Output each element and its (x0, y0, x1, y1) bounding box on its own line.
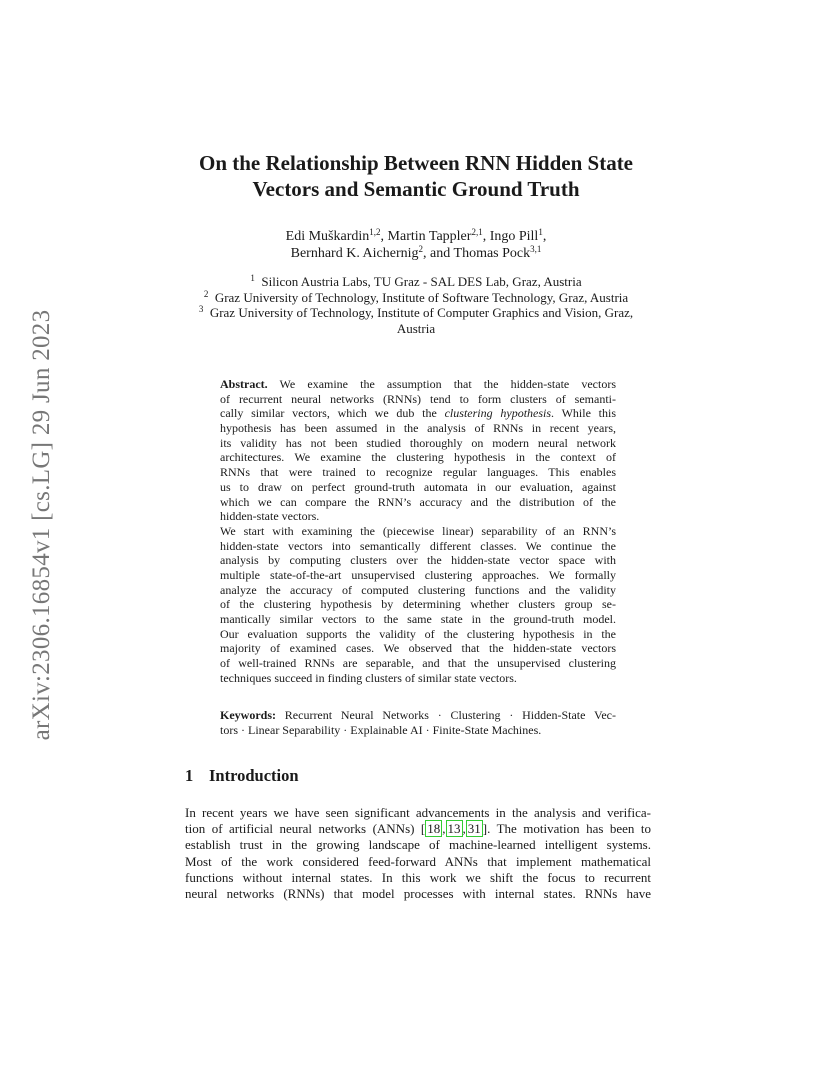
arxiv-identifier: arXiv:2306.16854v1 [cs.LG] 29 Jun 2023 (28, 309, 55, 741)
abstract-line (220, 406, 616, 421)
author-name: Thomas Pock (453, 246, 531, 261)
section-number: 1 (185, 766, 194, 785)
keywords (220, 708, 616, 738)
abstract-line: majority of examined cases. We observed that the hidden-state vectors (220, 641, 616, 656)
affiliation-text: Austria (396, 320, 436, 336)
author-line (150, 228, 682, 245)
author-name: Ingo Pill (489, 229, 539, 244)
abstract-line: of recurrent neural networks (RNNs) tend to form clusters of semanti- (220, 391, 616, 406)
author-affiliation-mark: 3,1 (530, 244, 542, 254)
affiliation-mark: 1 (250, 273, 255, 283)
citation-link[interactable]: 31 (467, 821, 481, 837)
citation-link[interactable]: 13 (447, 821, 461, 837)
author-separator: , and (423, 246, 454, 261)
author-affiliation-mark: 2 (418, 244, 424, 254)
author-affiliation-mark: 2,1 (471, 227, 483, 237)
body-line: neural networks (RNNs) that model processes with internal states. RNNs have (185, 885, 651, 901)
keywords-text: Recurrent Neural Networks · Clustering · Hidden-State Vec- (276, 708, 616, 722)
abstract-line: of well-trained RNNs are separable, and that the unsupervised clustering (220, 656, 616, 671)
author-list (150, 228, 682, 262)
author-name: Martin Tappler (387, 229, 472, 244)
abstract-text: cally similar vectors, which we dub the (220, 406, 445, 421)
affiliation (170, 321, 662, 337)
abstract-text: We examine the assumption that the hidden-state vectors (267, 377, 616, 391)
affiliation (170, 305, 662, 321)
author-separator: , (380, 229, 388, 244)
author-affiliation-mark: 1 (538, 227, 543, 237)
abstract-line: Our evaluation supports the validity of the clustering hypothesis in the (220, 626, 616, 641)
author-line (150, 245, 682, 262)
abstract-line: hidden-state vectors. (220, 509, 320, 524)
abstract-line: techniques succeed in finding clusters of similar state vectors. (220, 670, 517, 685)
author-separator: , (482, 229, 490, 244)
abstract-line: We start with examining the (piecewise linear) separability of an RNN’s (220, 523, 616, 538)
abstract-line: mantically similar vectors to the same state in the ground-truth model. (220, 612, 616, 626)
title-line: On the Relationship Between RNN Hidden State (198, 151, 634, 175)
abstract-line: of the clustering hypothesis by determining whether clusters group se- (220, 597, 616, 612)
section-title: Introduction (209, 766, 299, 785)
abstract-line: which we can compare the RNN’s accuracy and the distribution of the (220, 494, 616, 509)
abstract-text: . While this (551, 406, 616, 421)
abstract-line (220, 377, 616, 392)
section-heading (185, 766, 299, 786)
author-separator: , (542, 229, 547, 244)
abstract-label: Abstract. (220, 377, 268, 391)
affiliation-text: Graz University of Technology, Institute of Computer Graphics and Vision, Graz, (209, 305, 634, 320)
author-name: Bernhard K. Aichernig (290, 246, 419, 261)
title-line: Vectors and Semantic Ground Truth (252, 177, 580, 201)
keywords-line: tors · Linear Separability · Explainable AI · Finite-State Machines. (220, 723, 542, 737)
body-text: tion of artificial neural networks (ANNs) [ (185, 821, 426, 837)
body-line: Most of the work considered feed-forward ANNs that implement mathematical (185, 853, 651, 869)
author-name: Edi Muškardin (285, 229, 370, 244)
paper-title (150, 150, 682, 202)
citation-link[interactable]: 18 (427, 821, 441, 837)
abstract (220, 377, 616, 685)
affiliation-mark: 2 (203, 288, 209, 299)
affiliation (170, 274, 662, 290)
abstract-line: hidden-state vectors into semantically different classes. We continue the (220, 538, 616, 553)
author-affiliation-mark: 1,2 (369, 227, 381, 237)
body-text: ]. The motivation has been to (482, 821, 651, 837)
body-line: tion of artificial neural networks (ANNs) [ 18 , 13 , 31 ]. The motivation has been to (185, 821, 651, 837)
abstract-emphasis: clustering hypothesis (444, 406, 552, 421)
abstract-line: analyze the accuracy of computed clustering functions and the validity (220, 582, 616, 597)
affiliation-text: Silicon Austria Labs, TU Graz - SAL DES Lab, Graz, Austria (261, 274, 582, 289)
keywords-label: Keywords: (220, 708, 276, 722)
introduction-body (185, 805, 651, 902)
abstract-line: hypothesis has been assumed in the analysis of RNNs in recent years, (220, 421, 616, 436)
abstract-line: us to draw on perfect ground-truth automata in our evaluation, against (220, 479, 616, 494)
abstract-line: its validity has not been studied thoroughly on modern neural network (220, 435, 616, 450)
abstract-line: architectures. We examine the clustering hypothesis in the context of (220, 450, 616, 465)
body-line: In recent years we have seen significant advancements in the analysis and verifica- (185, 805, 651, 820)
affiliation-text: Graz University of Technology, Institute of Software Technology, Graz, Austria (214, 289, 629, 305)
keywords-line (220, 708, 616, 723)
abstract-line: multiple state-of-the-art unsupervised clustering approaches. We formally (220, 567, 616, 582)
abstract-line: analysis by computing clusters over the hidden-state vector space with (220, 553, 616, 568)
affiliation-list (170, 274, 662, 336)
affiliation-mark: 3 (198, 304, 204, 314)
abstract-line: RNNs that were trained to recognize regular languages. This enables (220, 465, 616, 480)
affiliation (170, 290, 662, 306)
body-line: functions without internal states. In this work we shift the focus to recurrent (185, 869, 651, 885)
body-line: establish trust in the growing landscape of machine-learned intelligent systems. (185, 837, 651, 853)
